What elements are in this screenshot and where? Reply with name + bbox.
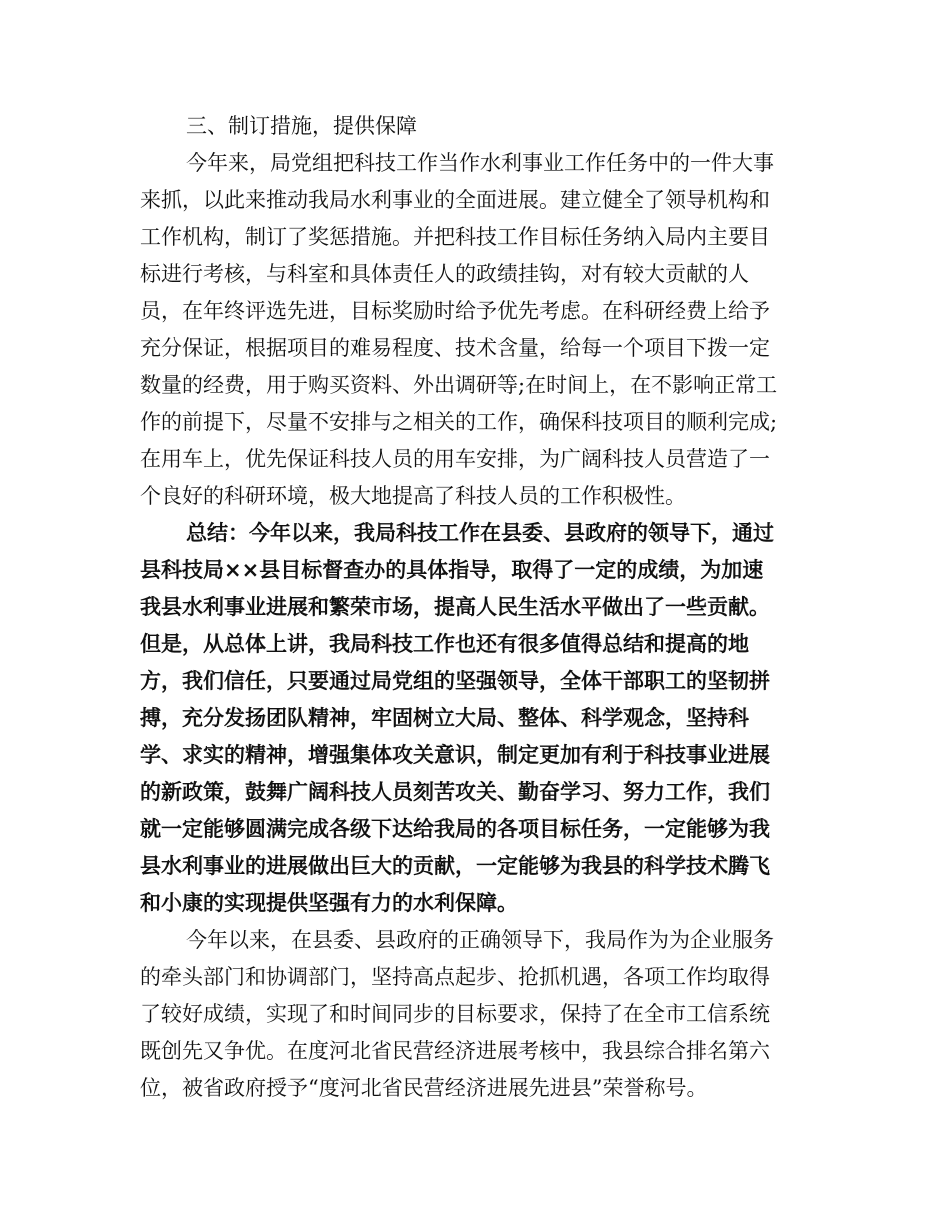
text-line: 数量的经费，用于购买资料、外出调研等;在时间上，在不影响正常工	[140, 373, 778, 397]
document-page	[140, 108, 800, 1107]
text-line: 的牵头部门和协调部门，坚持高点起步、抢抓机遇，各项工作均取得	[140, 965, 770, 989]
paragraph-summary	[140, 515, 800, 922]
text-line: 就一定能够圆满完成各级下达给我局的各项目标任务，一定能够为我	[140, 817, 770, 841]
text-line: 充分保证，根据项目的难易程度、技术含量，给每一个项目下拨一定	[140, 336, 770, 360]
text-line: 了较好成绩，实现了和时间同步的目标要求，保持了在全市工信系统	[140, 1002, 770, 1026]
text-line: 个良好的科研环境，极大地提高了科技人员的工作积极性。	[140, 484, 686, 508]
paragraph-achievements	[140, 922, 800, 1107]
text-line: 既创先又争优。在度河北省民营经济进展考核中，我县综合排名第六	[140, 1039, 770, 1063]
text-line: 员，在年终评选先进，目标奖励时给予优先考虑。在科研经费上给予	[140, 299, 770, 323]
text-line: 今年来，局党组把科技工作当作水利事业工作任务中的一件大事	[186, 151, 774, 175]
text-line: 作的前提下，尽量不安排与之相关的工作，确保科技项目的顺利完成;	[140, 410, 778, 434]
text-line: 我县水利事业进展和繁荣市场，提高人民生活水平做出了一些贡献。	[140, 595, 770, 619]
text-line: 县科技局××县目标督查办的具体指导，取得了一定的成绩，为加速	[140, 558, 764, 582]
text-line: 总结：今年以来，我局科技工作在县委、县政府的领导下，通过	[186, 521, 774, 545]
text-line: 方，我们信任，只要通过局党组的坚强领导，全体干部职工的坚韧拼	[140, 669, 770, 693]
text-line: 和小康的实现提供坚强有力的水利保障。	[140, 891, 518, 915]
text-line: 标进行考核，与科室和具体责任人的政绩挂钩，对有较大贡献的人	[140, 262, 749, 286]
text-line: 来抓，以此来推动我局水利事业的全面进展。建立健全了领导机构和	[140, 188, 770, 212]
paragraph-measures	[140, 145, 800, 515]
text-line: 位，被省政府授予“度河北省民营经济进展先进县”荣誉称号。	[140, 1076, 708, 1100]
text-line: 今年以来，在县委、县政府的正确领导下，我局作为为企业服务	[186, 928, 774, 952]
text-line: 的新政策，鼓舞广阔科技人员刻苦攻关、勤奋学习、努力工作，我们	[140, 780, 770, 804]
text-line: 在用车上，优先保证科技人员的用车安排，为广阔科技人员营造了一	[140, 447, 770, 471]
section-heading: 三、制订措施，提供保障	[186, 114, 417, 138]
text-line: 但是，从总体上讲，我局科技工作也还有很多值得总结和提高的地	[140, 632, 749, 656]
text-line: 县水利事业的进展做出巨大的贡献，一定能够为我县的科学技术腾飞	[140, 854, 770, 878]
text-line: 工作机构，制订了奖惩措施。并把科技工作目标任务纳入局内主要目	[140, 225, 770, 249]
text-line: 搏，充分发扬团队精神，牢固树立大局、整体、科学观念，坚持科	[140, 706, 749, 730]
text-line: 学、求实的精神，增强集体攻关意识，制定更加有利于科技事业进展	[140, 743, 770, 767]
